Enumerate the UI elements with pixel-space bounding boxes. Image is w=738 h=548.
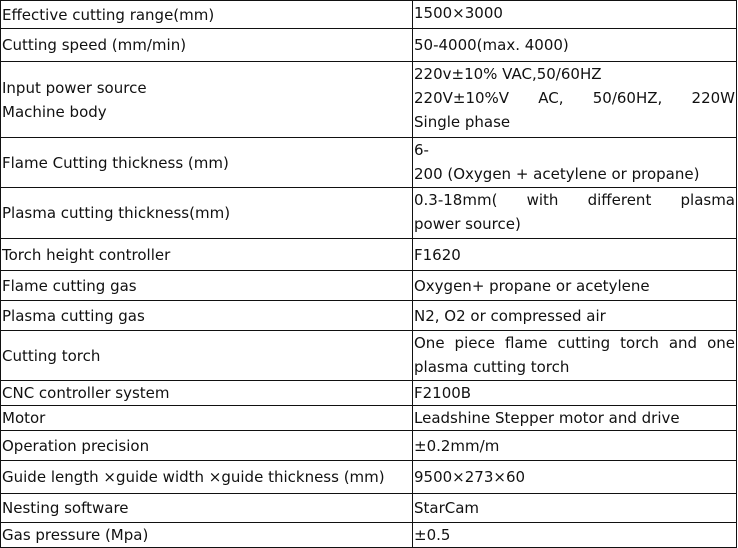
spec-value [413,271,737,301]
table-row [1,431,737,461]
spec-value-line: F1620 [414,245,461,264]
spec-label: Guide length ×guide width ×guide thickness (mm) [1,461,413,494]
spec-value [413,381,737,406]
spec-label: Nesting software [1,494,413,523]
table-row [1,406,737,431]
spec-label: Cutting speed (mm/min) [1,29,413,62]
spec-label: Torch height controller [1,239,413,271]
table-row [1,301,737,331]
spec-value [413,29,737,62]
spec-value [413,62,737,138]
spec-value [413,239,737,271]
spec-value-line: power source) [414,215,521,233]
spec-value [413,461,737,494]
table-row [1,381,737,406]
spec-value-line: N2, O2 or compressed air [414,306,606,325]
spec-value [413,523,737,548]
spec-value [413,301,737,331]
table-row [1,188,737,239]
table-row [1,331,737,381]
spec-value-line: 50-4000(max. 4000) [414,36,569,54]
spec-value [413,188,737,239]
spec-value-line: Leadshine Stepper motor and drive [414,409,680,427]
spec-value-line: 220v±10% VAC,50/60HZ [414,65,602,83]
spec-label-line: Input power source [2,78,147,97]
spec-value-line: Single phase [414,113,511,131]
spec-value-line: 6- [414,141,429,159]
spec-value-line: 1500×3000 [414,4,503,22]
spec-label: Plasma cutting gas [1,301,413,331]
spec-value-line: 200 (Oxygen + acetylene or propane) [414,165,700,183]
spec-value-line: Oxygen+ propane or acetylene [414,276,650,295]
spec-label: CNC controller system [1,381,413,406]
spec-label [1,62,413,138]
spec-label: Plasma cutting thickness(mm) [1,188,413,239]
table-row [1,138,737,188]
spec-label: Motor [1,406,413,431]
spec-value-line: plasma cutting torch [414,358,570,376]
table-row [1,1,737,29]
table-row [1,29,737,62]
table-row [1,62,737,138]
spec-value [413,406,737,431]
spec-label: Effective cutting range(mm) [1,1,413,29]
spec-value [413,1,737,29]
table-row [1,494,737,523]
spec-value [413,431,737,461]
spec-label: Cutting torch [1,331,413,381]
table-row [1,271,737,301]
spec-value-line: 9500×273×60 [414,468,526,486]
spec-value-line: One piece flame cutting torch and one [414,334,735,352]
spec-value-line: 0.3-18mm( with different plasma [414,191,735,209]
spec-value-line: F2100B [414,384,472,402]
spec-value [413,494,737,523]
spec-label: Gas pressure (Mpa) [1,523,413,548]
spec-label-line: Machine body [2,102,107,121]
table-row [1,461,737,494]
spec-value-line: ±0.2mm/m [414,436,500,455]
table-row [1,523,737,548]
spec-value [413,331,737,381]
spec-value [413,138,737,188]
spec-label: Flame cutting gas [1,271,413,301]
spec-value-line: StarCam [414,499,480,517]
table-row [1,239,737,271]
spec-label: Operation precision [1,431,413,461]
spec-value-line: 220V±10%V AC, 50/60HZ, 220W [414,89,735,107]
spec-value-line: ±0.5 [414,526,451,544]
spec-label: Flame Cutting thickness (mm) [1,138,413,188]
